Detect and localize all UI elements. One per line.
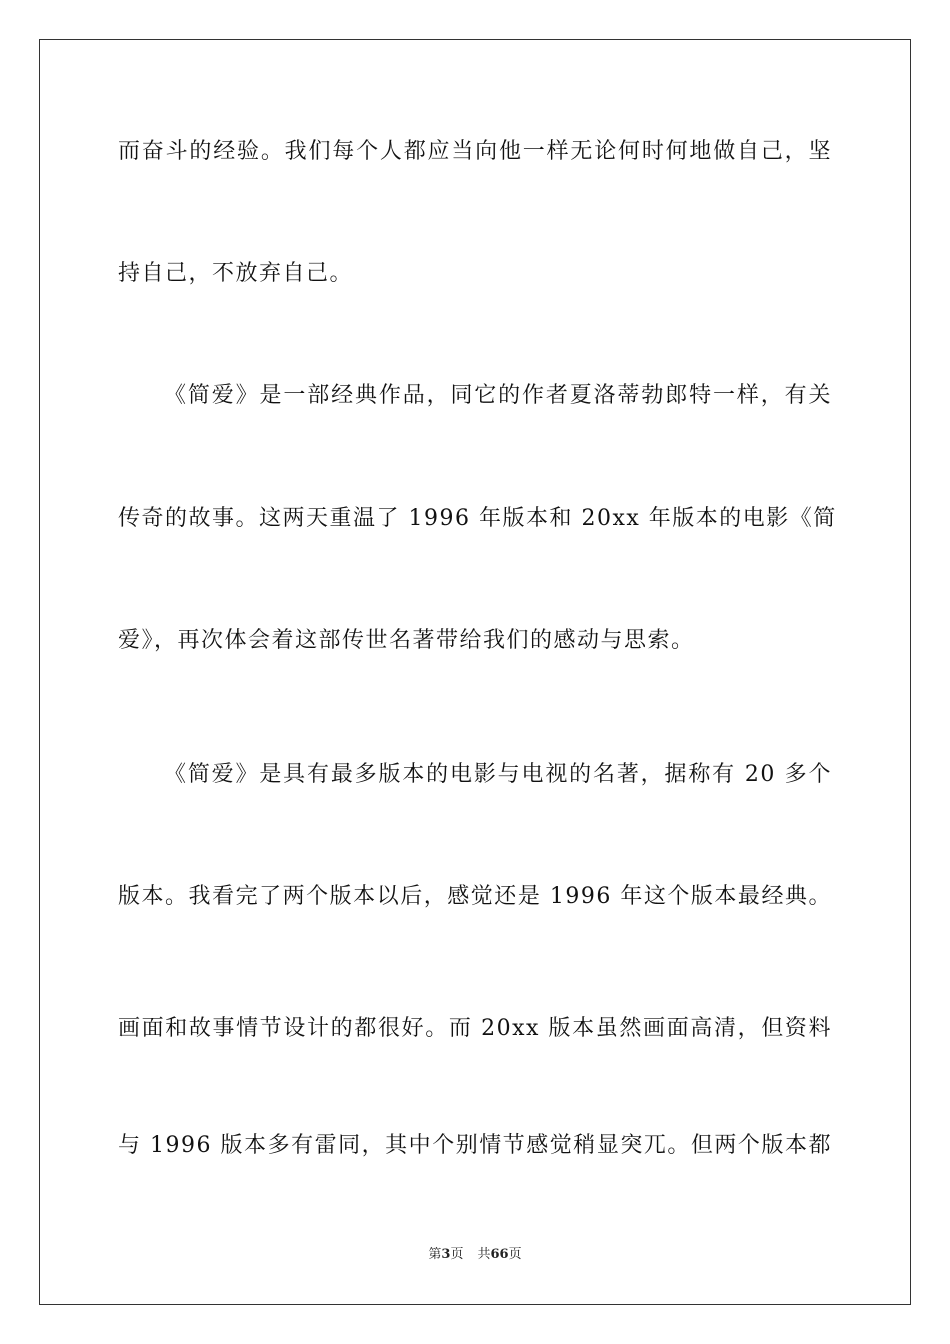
- body-line: 画面和故事情节设计的都很好。而 20xx 版本虽然画面高清，但资料: [118, 1016, 832, 1041]
- footer-page-prefix: 第: [428, 1247, 442, 1262]
- body-line: 与 1996 版本多有雷同，其中个别情节感觉稍显突兀。但两个版本都: [118, 1133, 832, 1158]
- body-line: 版本。我看完了两个版本以后，感觉还是 1996 年这个版本最经典。: [118, 884, 832, 909]
- paragraph-first-line: 《简爱》是具有最多版本的电影与电视的名著，据称有 20 多个: [164, 762, 832, 787]
- footer-total-suffix: 页: [508, 1247, 522, 1262]
- body-line: 传奇的故事。这两天重温了 1996 年版本和 20xx 年版本的电影《简: [118, 506, 837, 531]
- page-footer: [0, 1247, 950, 1263]
- footer-total-prefix: 共: [477, 1247, 491, 1262]
- footer-page-number: 3: [441, 1247, 451, 1262]
- footer-page-suffix: 页: [450, 1247, 464, 1262]
- footer-total-pages: 66: [490, 1247, 509, 1262]
- body-line: 而奋斗的经验。我们每个人都应当向他一样无论何时何地做自己，坚: [118, 139, 832, 164]
- page-border: [39, 39, 911, 1305]
- body-line: 爱》，再次体会着这部传世名著带给我们的感动与思索。: [118, 628, 695, 653]
- body-line: 持自己，不放弃自己。: [118, 261, 354, 286]
- paragraph-first-line: 《简爱》是一部经典作品，同它的作者夏洛蒂勃郎特一样，有关: [164, 383, 832, 408]
